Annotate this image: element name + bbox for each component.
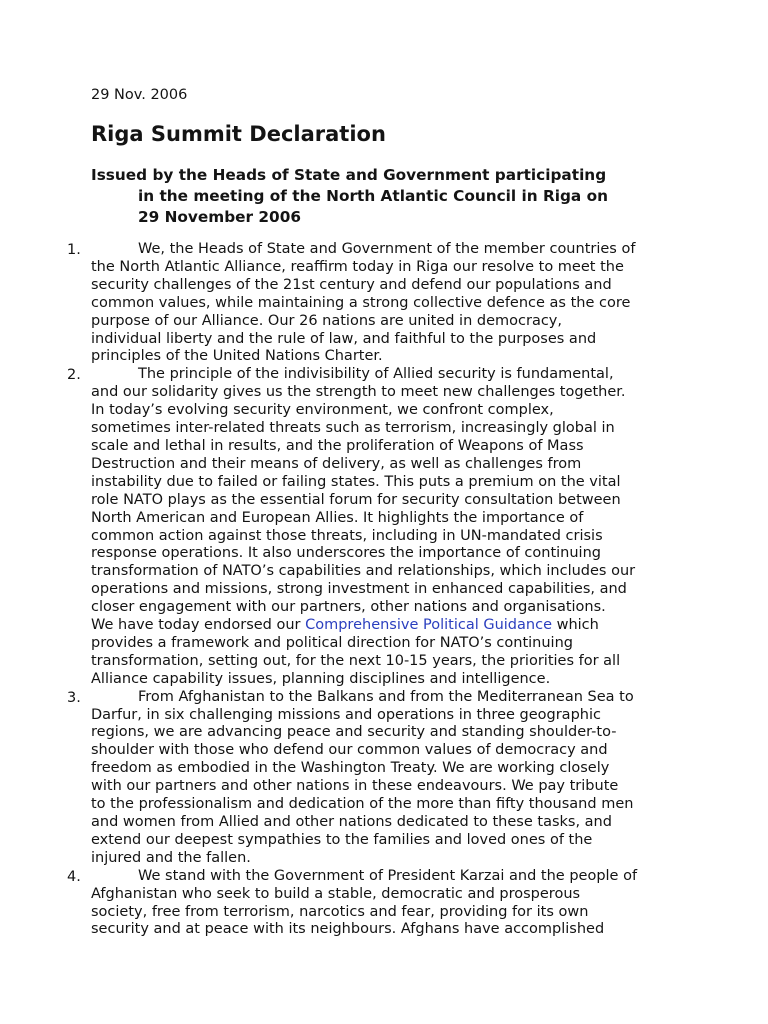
document-title: Riga Summit Declaration <box>91 122 386 146</box>
paragraph-line: transformation of NATO’s capabilities and relationships, which includes our <box>91 563 636 580</box>
paragraph-line: scale and lethal in results, and the proliferation of Weapons of Mass <box>91 437 584 454</box>
paragraph-line: regions, we are advancing peace and security and standing shoulder-to- <box>91 724 617 741</box>
paragraph-line: role NATO plays as the essential forum for security consultation between <box>91 491 621 508</box>
subtitle-line: 29 November 2006 <box>138 208 301 226</box>
paragraph-line: and our solidarity gives us the strength to meet new challenges together. <box>91 384 626 401</box>
paragraph-line: operations and missions, strong investment in enhanced capabilities, and <box>91 581 627 598</box>
paragraph-line: individual liberty and the rule of law, and faithful to the purposes and <box>91 330 597 347</box>
link-line-after: which <box>552 617 599 634</box>
paragraph-line: response operations. It also underscores the importance of continuing <box>91 545 601 562</box>
paragraph-line: sometimes inter-related threats such as terrorism, increasingly global in <box>91 420 615 437</box>
paragraph-list <box>0 241 768 939</box>
paragraph-line: closer engagement with our partners, other nations and organisations. <box>91 599 606 616</box>
paragraph-number: 3. <box>67 689 81 706</box>
paragraph-line: instability due to failed or failing states. This puts a premium on the vital <box>91 473 621 490</box>
paragraph-line: shoulder with those who defend our common values of democracy and <box>91 742 608 759</box>
paragraph-line: common action against those threats, including in UN-mandated crisis <box>91 527 603 544</box>
paragraph-line: extend our deepest sympathies to the families and loved ones of the <box>91 831 593 848</box>
paragraph-line: society, free from terrorism, narcotics and fear, providing for its own <box>91 903 589 920</box>
paragraph-line: provides a framework and political direction for NATO’s continuing <box>91 634 573 651</box>
paragraph-line: North American and European Allies. It highlights the importance of <box>91 509 584 526</box>
paragraph-2 <box>0 366 768 688</box>
paragraph-line: with our partners and other nations in these endeavours. We pay tribute <box>91 778 619 795</box>
paragraph-1 <box>0 241 768 366</box>
paragraph-number: 1. <box>67 242 81 258</box>
paragraph-line: to the professionalism and dedication of the more than fifty thousand men <box>91 796 634 813</box>
paragraph-line: Afghanistan who seek to build a stable, democratic and prosperous <box>91 885 581 902</box>
paragraph-line: The principle of the indivisibility of Allied security is fundamental, <box>138 366 614 383</box>
paragraph-line: We stand with the Government of President Karzai and the people of <box>138 867 638 884</box>
paragraph-line: injured and the fallen. <box>91 849 251 866</box>
paragraph-line: Destruction and their means of delivery, as well as challenges from <box>91 455 582 472</box>
paragraph-line: the North Atlantic Alliance, reaffirm today in Riga our resolve to meet the <box>91 258 624 275</box>
paragraph-line: freedom as embodied in the Washington Treaty. We are working closely <box>91 760 610 777</box>
link-line-before: We have today endorsed our <box>91 617 306 634</box>
subtitle-line: Issued by the Heads of State and Government participating <box>91 166 607 184</box>
paragraph-line: common values, while maintaining a strong collective defence as the core <box>91 294 631 311</box>
paragraph-4 <box>0 868 768 940</box>
paragraph-line: purpose of our Alliance. Our 26 nations are united in democracy, <box>91 312 562 329</box>
paragraph-line: and women from Allied and other nations dedicated to these tasks, and <box>91 814 612 830</box>
paragraph-number: 4. <box>67 868 81 885</box>
paragraph-line: In today’s evolving security environment, we confront complex, <box>91 402 554 419</box>
paragraph-line: transformation, setting out, for the next 10-15 years, the priorities for all <box>91 652 621 669</box>
paragraph-line: We, the Heads of State and Government of the member countries of <box>138 241 636 257</box>
document-subtitle <box>91 165 691 228</box>
paragraph-line: principles of the United Nations Charter. <box>91 348 383 365</box>
paragraph-line: security challenges of the 21st century and defend our populations and <box>91 276 612 293</box>
paragraph-line-with-link <box>91 617 768 635</box>
paragraph-3 <box>0 689 768 868</box>
paragraph-line: security and at peace with its neighbours. Afghans have accomplished <box>91 921 605 938</box>
comprehensive-political-guidance-link[interactable]: Comprehensive Political Guidance <box>305 617 552 634</box>
document-date: 29 Nov. 2006 <box>91 87 188 103</box>
paragraph-line: Alliance capability issues, planning disciplines and intelligence. <box>91 670 551 687</box>
paragraph-line: Darfur, in six challenging missions and operations in three geographic <box>91 706 601 723</box>
subtitle-line: in the meeting of the North Atlantic Council in Riga on <box>138 187 608 205</box>
paragraph-line: From Afghanistan to the Balkans and from the Mediterranean Sea to <box>138 688 634 705</box>
paragraph-number: 2. <box>67 367 81 384</box>
